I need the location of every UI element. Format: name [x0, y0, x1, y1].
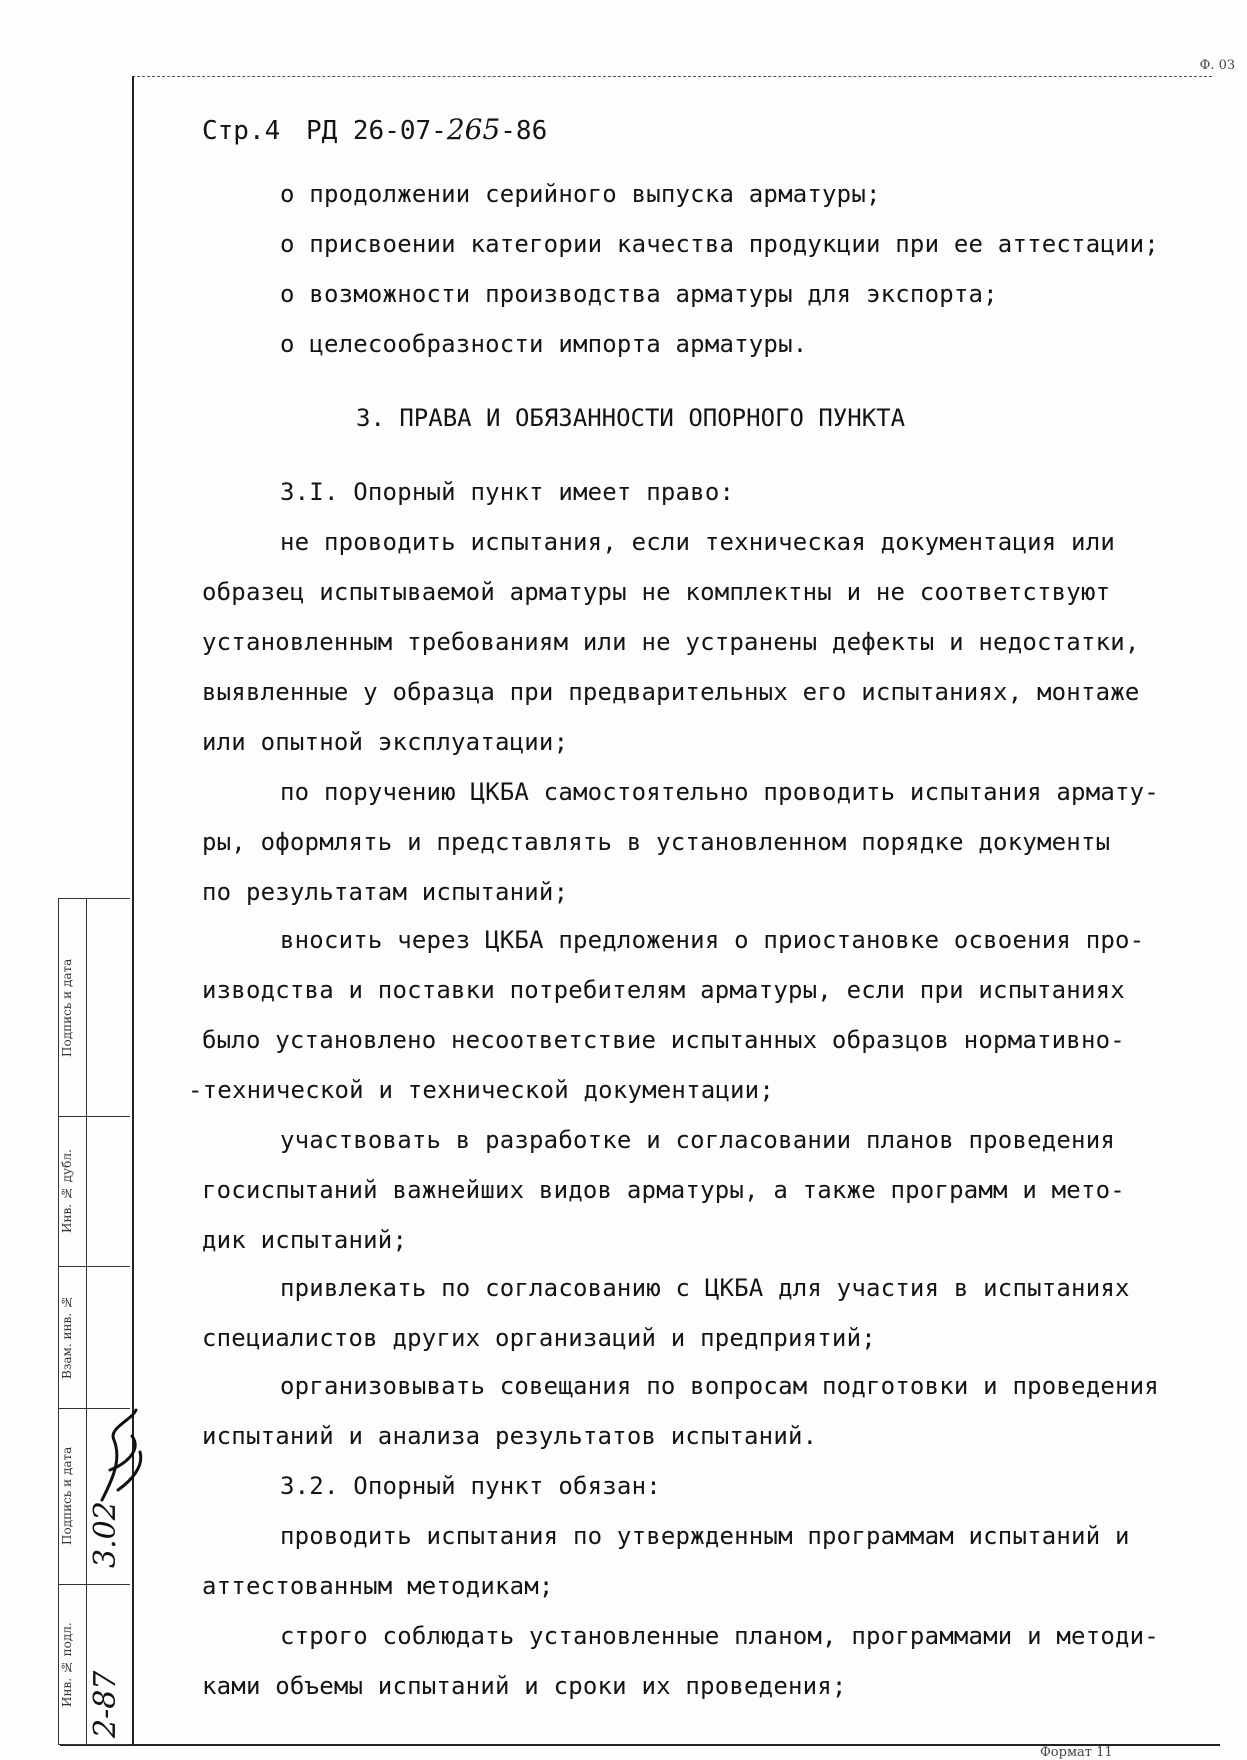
paragraph-line: дик испытаний;: [202, 1226, 408, 1254]
stamp-label: Подпись и дата: [60, 1446, 74, 1546]
margin-stamp-table: [58, 898, 130, 1744]
form-mark: Ф. 0З: [1199, 58, 1235, 73]
paragraph-line: установленным требованиям или не устранены дефекты и недостатки,: [202, 628, 1140, 656]
stamp-row-line: [58, 898, 130, 899]
list-item: о продолжении серийного выпуска арматуры;: [280, 180, 881, 208]
doc-suffix: -86: [500, 116, 548, 146]
stamp-label: Инв. № дубл.: [60, 1149, 74, 1233]
paragraph-line: ры, оформлять и представлять в установленном порядке документы: [202, 828, 1111, 856]
paragraph-line: -технической и технической документации;: [188, 1076, 774, 1104]
list-item: о присвоении категории качества продукции при ее аттестации;: [280, 230, 1159, 258]
paragraph-line: не проводить испытания, если техническая документация или: [280, 528, 1116, 556]
paragraph-line: образец испытываемой арматуры не комплектны и не соответствуют: [202, 578, 1111, 606]
paragraph-line: госиспытаний важнейших видов арматуры, а также программ и мето-: [202, 1176, 1125, 1204]
stamp-border: [58, 898, 59, 1744]
paragraph-line: по результатам испытаний;: [202, 878, 569, 906]
paragraph-line: 3.2. Опорный пункт обязан:: [280, 1472, 661, 1500]
paragraph-line: изводства и поставки потребителям арматуры, если при испытаниях: [202, 976, 1125, 1004]
paragraph-line: по поручению ЦКБА самостоятельно проводить испытания армату-: [280, 778, 1159, 806]
paragraph-line: специалистов других организаций и предприятий;: [202, 1324, 876, 1352]
format-mark: Формат 11: [1040, 1745, 1113, 1760]
stamp-label: Подпись и дата: [60, 958, 74, 1058]
doc-prefix: РД 26-07-: [305, 116, 447, 146]
handwritten-date: 3.02: [88, 1501, 123, 1568]
paragraph-line: или опытной эксплуатации;: [202, 728, 569, 756]
stamp-row-line: [58, 1116, 130, 1117]
paragraph-line: проводить испытания по утвержденным программам испытаний и: [280, 1522, 1130, 1550]
handwritten-signature: [92, 1400, 152, 1510]
paragraph-line: вносить через ЦКБА предложения о приостановке освоения про-: [280, 926, 1145, 954]
paragraph-line: организовывать совещания по вопросам подготовки и проведения: [280, 1372, 1159, 1400]
paragraph-line: испытаний и анализа результатов испытаний.: [202, 1422, 818, 1450]
list-item: о целесообразности импорта арматуры.: [280, 330, 808, 358]
page-header: [202, 113, 547, 146]
stamp-divider: [86, 898, 87, 1744]
stamp-label: Взам. инв. №: [60, 1295, 74, 1379]
paragraph-line: было установлено несоответствие испытанных образцов нормативно-: [202, 1026, 1125, 1054]
stamp-row-line: [58, 1744, 130, 1745]
stamp-row-line: [58, 1584, 130, 1585]
paragraph-line: аттестованным методикам;: [202, 1572, 554, 1600]
stamp-label: Инв. № подл.: [60, 1622, 74, 1708]
handwritten-inventory-number: 2-87: [88, 1670, 123, 1738]
top-frame-line: [132, 76, 1212, 77]
section-title: 3. ПРАВА И ОБЯЗАННОСТИ ОПОРНОГО ПУНКТА: [356, 404, 906, 432]
paragraph-line: 3.I. Опорный пункт имеет право:: [280, 478, 735, 506]
paragraph-line: выявленные у образца при предварительных его испытаниях, монтаже: [202, 678, 1140, 706]
paragraph-line: привлекать по согласованию с ЦКБА для участия в испытаниях: [280, 1274, 1130, 1302]
stamp-row-line: [58, 1266, 130, 1267]
paragraph-line: строго соблюдать установленные планом, программами и методи-: [280, 1622, 1159, 1650]
page-label: Стр.4: [202, 116, 281, 146]
paragraph-line: участвовать в разработке и согласовании планов проведения: [280, 1126, 1116, 1154]
list-item: о возможности производства арматуры для экспорта;: [280, 280, 998, 308]
paragraph-line: ками объемы испытаний и сроки их проведения;: [202, 1672, 847, 1700]
doc-number-handwritten: 265: [446, 113, 501, 146]
